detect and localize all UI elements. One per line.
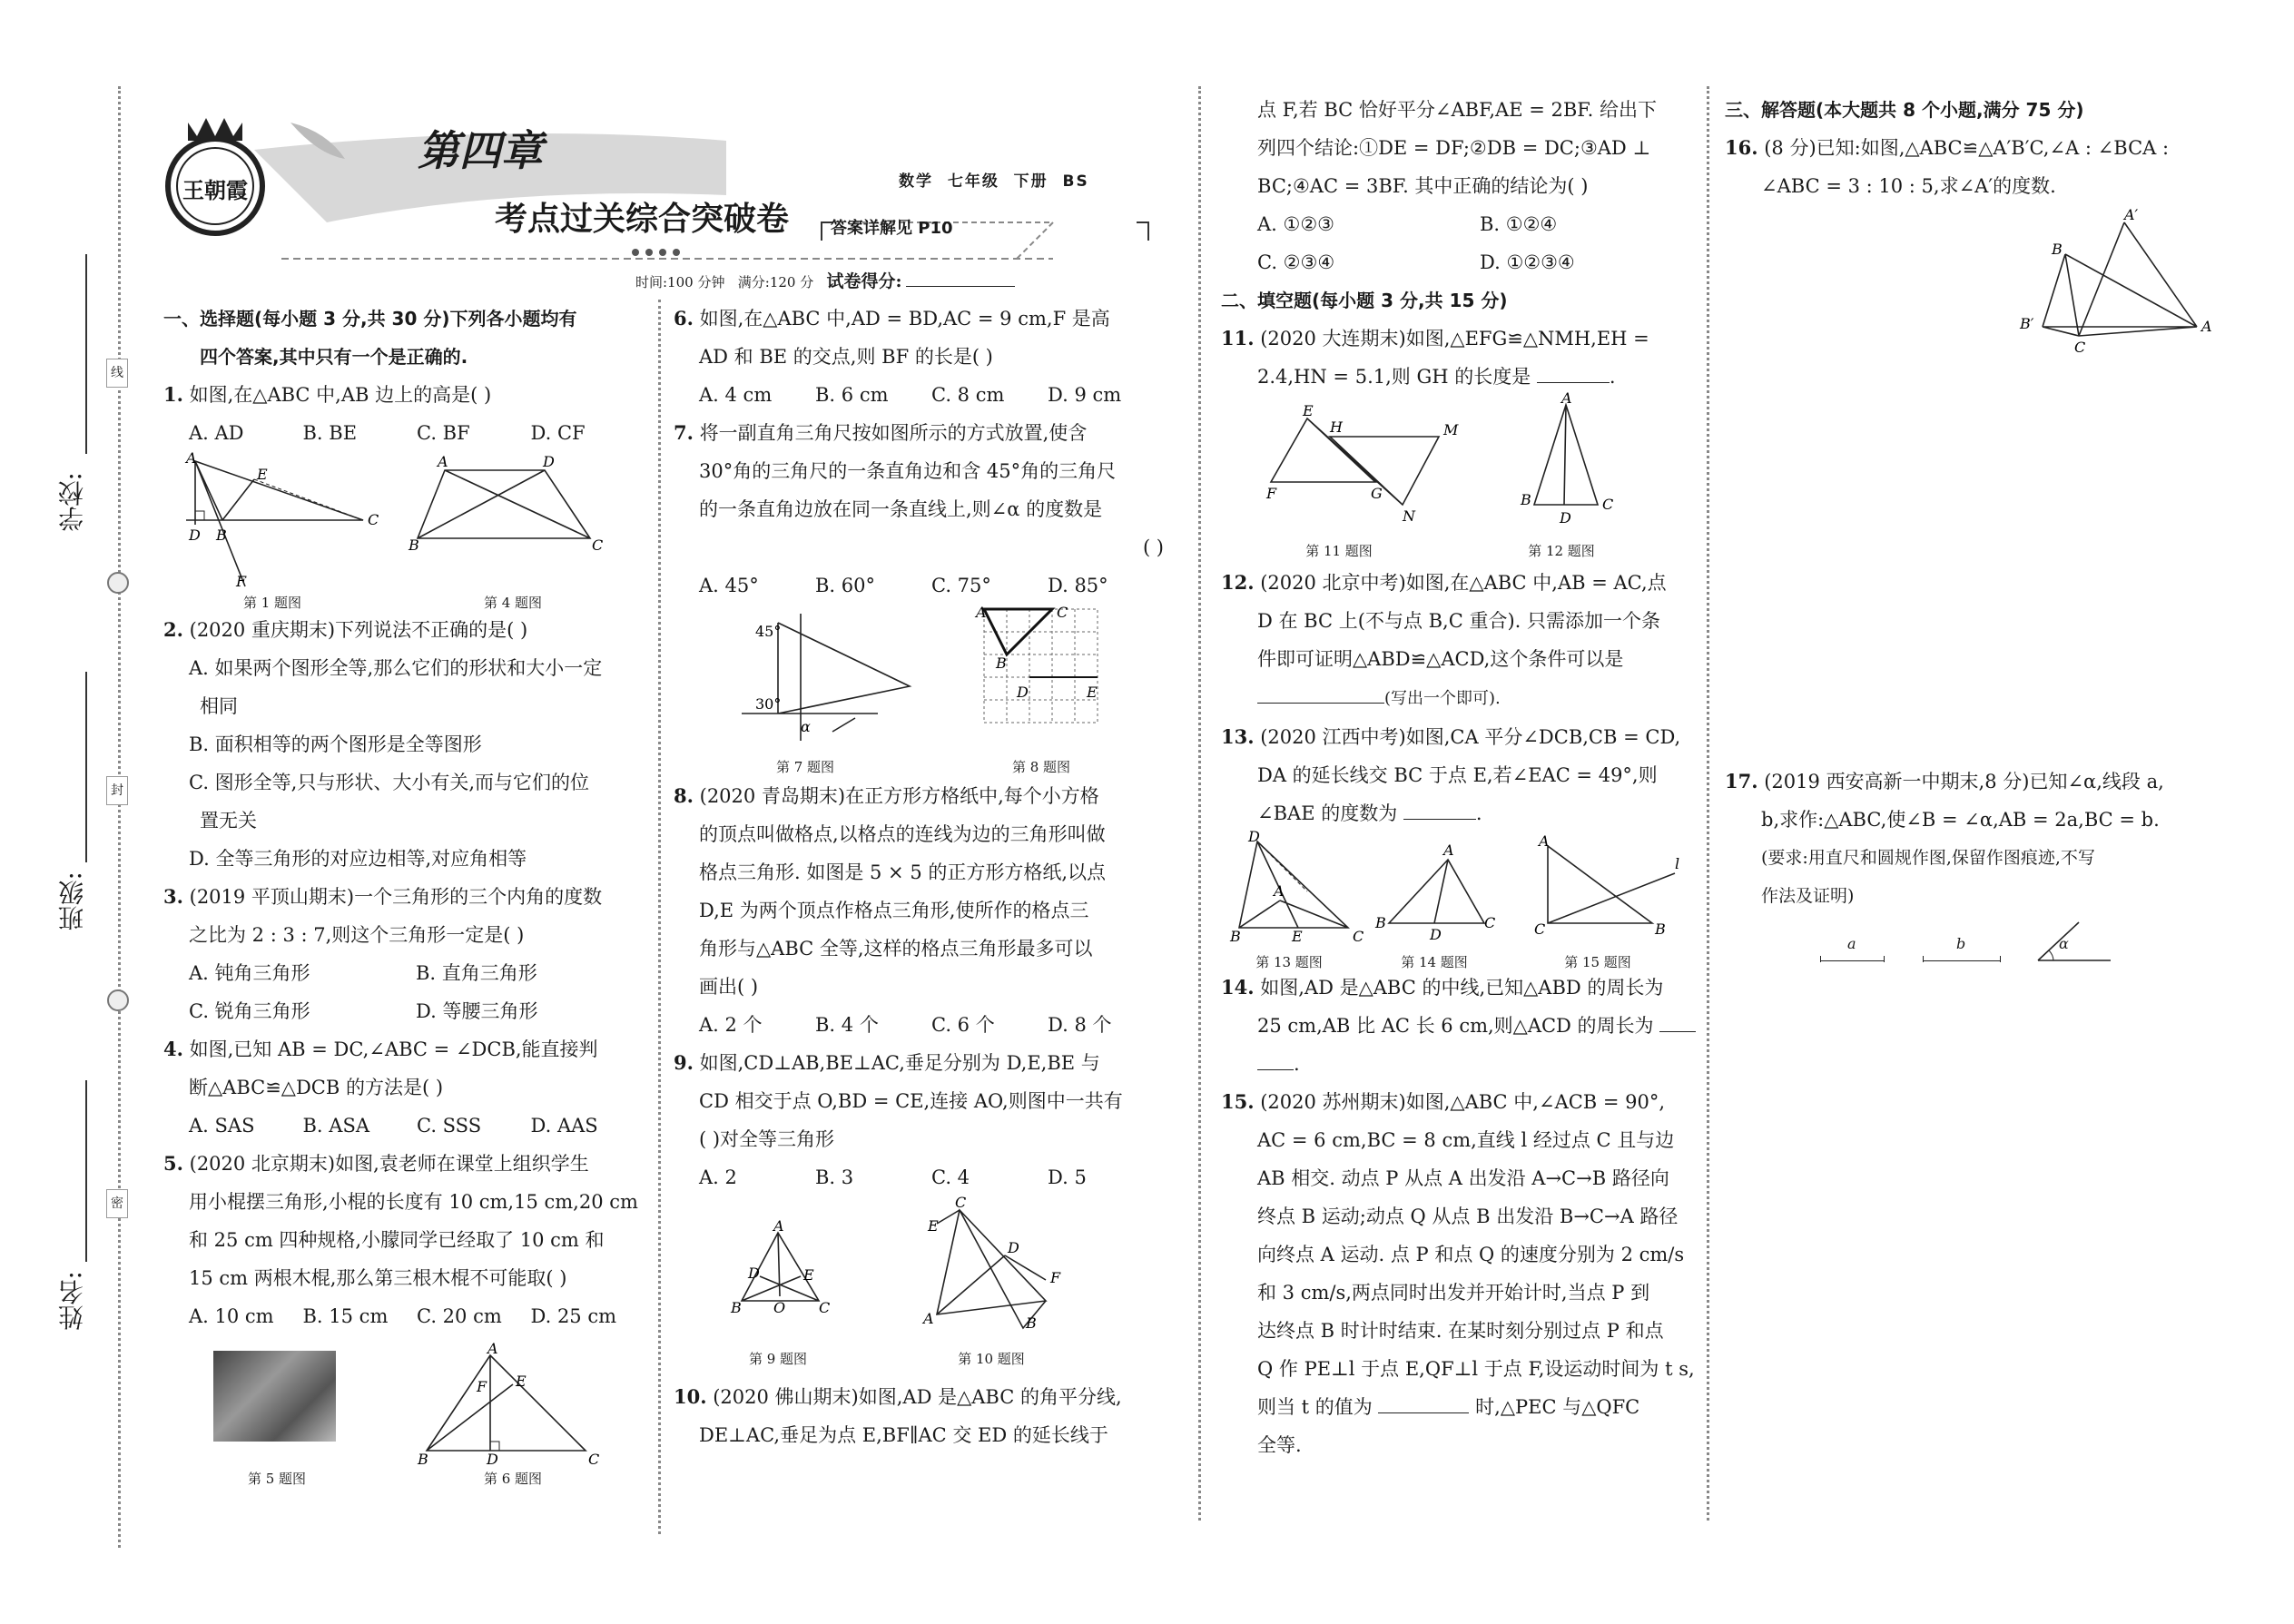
svg-text:D: D bbox=[1248, 828, 1260, 845]
svg-text:A: A bbox=[438, 453, 448, 470]
question-text-cont: DA 的延长线交 BC 于点 E,若∠EAC = 49°,则 bbox=[1257, 764, 1658, 786]
column-1 bbox=[163, 300, 645, 1519]
header-banner bbox=[145, 86, 1189, 295]
option-c[interactable]: C. 锐角三角形 bbox=[189, 1000, 310, 1022]
column-divider bbox=[1198, 86, 1201, 1521]
question-text: (2019 平顶山期末)一个三角形的三个内角的度数 bbox=[189, 886, 603, 908]
segment-a-tick-l bbox=[1820, 956, 1821, 962]
option-a[interactable]: A. 2 个 bbox=[699, 1014, 763, 1036]
exam-info bbox=[635, 268, 1015, 292]
question-text-cont: ∠ABC = 3 : 10 : 5,求∠A′的度数. bbox=[1761, 175, 2056, 197]
svg-text:l: l bbox=[1675, 855, 1680, 872]
question-5-options bbox=[163, 1297, 645, 1335]
option-a[interactable]: A. 如果两个图形全等,那么它们的形状和大小一定 bbox=[189, 657, 603, 679]
svg-text:B: B bbox=[731, 1299, 742, 1316]
question-text-cont: D 在 BC 上(不与点 B,C 重合). 只需添加一个条 bbox=[1257, 610, 1661, 632]
svg-text:B: B bbox=[1655, 920, 1666, 938]
figure-5-photo bbox=[213, 1351, 336, 1442]
question-text-cont: AC = 6 cm,BC = 8 cm,直线 l 经过点 C 且与边 bbox=[1257, 1129, 1675, 1151]
option-c[interactable]: C. 75° bbox=[931, 575, 991, 596]
option-c[interactable]: C. 20 cm bbox=[417, 1305, 502, 1327]
column-2 bbox=[674, 300, 1191, 1454]
question-text: (2020 佛山期末)如图,AD 是△ABC 的角平分线, bbox=[713, 1386, 1122, 1408]
question-text: (2020 大连期末)如图,△EFG≌△NMH,EH = bbox=[1260, 328, 1649, 349]
svg-text:F: F bbox=[477, 1378, 487, 1395]
question-10-options-cd bbox=[1221, 243, 1702, 281]
construction-givens bbox=[1725, 933, 2279, 997]
answer-blank[interactable] bbox=[1257, 1069, 1294, 1070]
question-text-cont: 角形与△ABC 全等,这样的格点三角形最多可以 bbox=[699, 938, 1093, 960]
question-text-cont: ( )对全等三角形 bbox=[699, 1128, 835, 1150]
option-b[interactable]: B. ①②④ bbox=[1480, 213, 1558, 235]
question-text: 如图,在△ABC 中,AD = BD,AC = 9 cm,F 是高 bbox=[699, 308, 1110, 330]
question-number: 6. bbox=[674, 307, 694, 330]
column-3 bbox=[1221, 91, 1702, 1464]
svg-text:A: A bbox=[2201, 318, 2212, 335]
publisher-logo bbox=[156, 109, 274, 236]
full-score: 满分:120 分 bbox=[737, 274, 814, 290]
option-b[interactable]: B. ASA bbox=[302, 1115, 369, 1137]
svg-text:B: B bbox=[1230, 928, 1241, 945]
question-9 bbox=[674, 1044, 1191, 1082]
answer-blank[interactable] bbox=[1659, 1031, 1696, 1032]
class-label: 班级: bbox=[57, 871, 87, 931]
question-3 bbox=[163, 878, 645, 916]
score-blank[interactable] bbox=[906, 286, 1015, 287]
option-c[interactable]: C. 8 cm bbox=[931, 384, 1005, 406]
class-blank bbox=[85, 672, 87, 862]
subject-tags: 数学 七年级 下册 BS bbox=[899, 172, 1089, 191]
svg-text:A: A bbox=[487, 1340, 498, 1357]
question-text: (2020 苏州期末)如图,△ABC 中,∠ACB = 90°, bbox=[1260, 1091, 1666, 1113]
question-text-cont: CD 相交于点 O,BD = CE,连接 AO,则图中一共有 bbox=[699, 1090, 1123, 1112]
question-11 bbox=[1221, 320, 1702, 358]
question-text-cont: 向终点 A 运动. 点 P 和点 Q 的速度分别为 2 cm/s bbox=[1257, 1244, 1685, 1265]
question-4 bbox=[163, 1030, 645, 1068]
option-d[interactable]: D. 85° bbox=[1048, 575, 1108, 596]
header bbox=[145, 86, 1189, 295]
figure-13-caption: 第 13 题图 bbox=[1255, 954, 1323, 970]
section-1-heading-cont: 四个答案,其中只有一个是正确的. bbox=[200, 346, 468, 368]
question-17-block bbox=[1725, 763, 2279, 997]
binding-hole bbox=[107, 989, 129, 1011]
question-10-options-ab bbox=[1221, 205, 1702, 243]
question-text-cont: 断△ABC≌△DCB 的方法是( ) bbox=[189, 1077, 444, 1098]
question-8-options bbox=[674, 1006, 1191, 1044]
question-number: 12. bbox=[1221, 571, 1255, 594]
svg-text:C: C bbox=[592, 536, 604, 554]
question-10-cont: BC;④AC = 3BF. 其中正确的结论为( ) bbox=[1257, 175, 1589, 197]
option-b[interactable]: B. 面积相等的两个图形是全等图形 bbox=[189, 733, 482, 755]
option-c[interactable]: C. 图形全等,只与形状、大小有关,而与它们的位 bbox=[189, 772, 590, 793]
question-number: 15. bbox=[1221, 1090, 1255, 1113]
question-text-cont: 全等. bbox=[1257, 1434, 1302, 1456]
question-text-cont: 的顶点叫做格点,以格点的连线为边的三角形叫做 bbox=[699, 823, 1106, 845]
svg-text:B: B bbox=[1026, 1314, 1037, 1332]
question-10-cont: 点 F,若 BC 恰好平分∠ABF,AE = 2BF. 给出下 bbox=[1257, 99, 1657, 121]
option-b[interactable]: B. 60° bbox=[815, 575, 876, 596]
figure-12-caption: 第 12 题图 bbox=[1528, 543, 1595, 559]
question-17 bbox=[1725, 763, 2279, 801]
svg-text:A′: A′ bbox=[2124, 206, 2139, 223]
figure-11 bbox=[1257, 402, 1466, 532]
question-number: 2. bbox=[163, 618, 183, 641]
column-4 bbox=[1725, 91, 2279, 952]
question-text-cont: (要求:用直尺和圆规作图,保留作图痕迹,不写 bbox=[1761, 848, 2095, 868]
question-text: (8 分)已知:如图,△ABC≌△A′B′C,∠A : ∠BCA : bbox=[1764, 137, 2170, 159]
question-number: 17. bbox=[1725, 770, 1758, 792]
figure-13 bbox=[1230, 828, 1366, 946]
figure-7 bbox=[728, 605, 928, 741]
figures-5-6 bbox=[163, 1340, 645, 1519]
segment-b-tick-r bbox=[2000, 956, 2001, 962]
figure-5-caption: 第 5 题图 bbox=[247, 1471, 307, 1487]
svg-text:C: C bbox=[368, 511, 379, 528]
answer-blank[interactable] bbox=[1378, 1412, 1469, 1413]
question-number: 10. bbox=[674, 1385, 707, 1408]
figure-6-caption: 第 6 题图 bbox=[483, 1471, 543, 1487]
svg-text:H: H bbox=[1330, 418, 1343, 436]
question-number: 1. bbox=[163, 383, 183, 406]
svg-text:F: F bbox=[1266, 485, 1277, 502]
option-c[interactable]: C. BF bbox=[417, 422, 470, 444]
option-a[interactable]: A. 10 cm bbox=[189, 1305, 274, 1327]
figure-10 bbox=[919, 1196, 1073, 1333]
question-text-cont: 的一条直角边放在同一条直线上,则∠α 的度数是 bbox=[699, 498, 1103, 520]
option-d[interactable]: D. 9 cm bbox=[1048, 384, 1122, 406]
question-1-options bbox=[163, 414, 645, 452]
question-10-cont: 列四个结论:①DE = DF;②DB = DC;③AD ⊥ bbox=[1257, 137, 1651, 159]
answer-blank[interactable] bbox=[1403, 819, 1476, 820]
question-text-cont: 15 cm 两根木棍,那么第三根木棍不可能取( ) bbox=[189, 1267, 567, 1289]
figure-7-caption: 第 7 题图 bbox=[775, 759, 835, 775]
svg-text:A: A bbox=[186, 449, 197, 467]
question-3-options-cd bbox=[163, 992, 645, 1030]
svg-text:α: α bbox=[801, 718, 811, 735]
question-number: 9. bbox=[674, 1051, 694, 1074]
figure-4-caption: 第 4 题图 bbox=[483, 595, 543, 611]
chapter-title: 第四章 bbox=[418, 126, 543, 175]
figure-15-caption: 第 15 题图 bbox=[1564, 954, 1631, 970]
option-b[interactable]: B. 直角三角形 bbox=[416, 962, 537, 984]
time-limit: 时间:100 分钟 bbox=[635, 274, 725, 290]
seal-tag-line: 线 bbox=[106, 359, 128, 388]
option-a[interactable]: A. 4 cm bbox=[699, 384, 773, 406]
question-text-cont: AD 和 BE 的交点,则 BF 的长是( ) bbox=[699, 346, 993, 368]
question-text-cont: . bbox=[1221, 1045, 1702, 1083]
svg-text:B: B bbox=[1521, 491, 1531, 508]
option-b[interactable]: B. 15 cm bbox=[302, 1305, 389, 1327]
question-7 bbox=[674, 414, 1191, 452]
question-text-cont: 2.4,HN = 5.1,则 GH 的长度是 . bbox=[1257, 366, 1616, 388]
svg-text:D: D bbox=[487, 1451, 498, 1468]
svg-text:F: F bbox=[1050, 1269, 1061, 1286]
option-a-cont: 相同 bbox=[200, 695, 238, 717]
question-3-options-ab bbox=[163, 954, 645, 992]
question-text-cont: 画出( ) bbox=[699, 976, 759, 998]
svg-text:C: C bbox=[1484, 914, 1496, 931]
figure-14 bbox=[1371, 842, 1498, 946]
question-text-cont bbox=[1221, 1388, 1702, 1426]
svg-text:G: G bbox=[1371, 485, 1383, 502]
svg-text:E: E bbox=[516, 1373, 527, 1390]
svg-text:E: E bbox=[1292, 928, 1303, 945]
question-number: 14. bbox=[1221, 976, 1255, 999]
question-6 bbox=[674, 300, 1191, 338]
option-c-cont: 置无关 bbox=[200, 810, 257, 832]
question-9-options bbox=[674, 1158, 1191, 1196]
figure-1 bbox=[182, 449, 381, 590]
question-text: 如图,在△ABC 中,AB 边上的高是( ) bbox=[189, 384, 492, 406]
svg-text:C: C bbox=[1057, 604, 1068, 621]
question-4-options bbox=[163, 1107, 645, 1145]
option-a[interactable]: A. AD bbox=[189, 422, 244, 444]
svg-text:C: C bbox=[1353, 928, 1364, 945]
question-text-cont-span: 时,△PEC 与△QFC bbox=[1475, 1396, 1640, 1418]
figure-15 bbox=[1521, 832, 1684, 946]
section-1-heading: 一、选择题(每小题 3 分,共 30 分)下列各小题均有 bbox=[163, 308, 577, 330]
option-d[interactable]: D. CF bbox=[530, 422, 586, 444]
question-number: 11. bbox=[1221, 327, 1255, 349]
option-b[interactable]: B. 6 cm bbox=[815, 384, 889, 406]
figure-8 bbox=[973, 605, 1109, 741]
question-text-cont: 格点三角形. 如图是 5 × 5 的正方形方格纸,以点 bbox=[699, 861, 1107, 883]
svg-text:E: E bbox=[928, 1217, 939, 1235]
answer-reference: 答案详解见 P10 bbox=[831, 219, 953, 238]
segment-a-tick-r bbox=[1884, 956, 1885, 962]
svg-text:A: A bbox=[773, 1217, 784, 1235]
name-label: 姓名: bbox=[57, 1271, 87, 1331]
option-a[interactable]: A. SAS bbox=[189, 1115, 255, 1137]
figure-8-caption: 第 8 题图 bbox=[1011, 759, 1071, 775]
question-7-options bbox=[674, 566, 1191, 605]
angle-alpha-figure bbox=[2033, 915, 2115, 969]
question-text-cont-span: (写出一个即可). bbox=[1384, 689, 1501, 708]
question-number: 13. bbox=[1221, 725, 1255, 748]
svg-text:D: D bbox=[748, 1265, 760, 1282]
svg-text:D: D bbox=[1008, 1239, 1019, 1256]
question-text: (2019 西安高新一中期末,8 分)已知∠α,线段 a, bbox=[1764, 771, 2164, 792]
figures-13-15 bbox=[1221, 828, 1702, 970]
svg-text:D: D bbox=[189, 527, 201, 544]
svg-text:N: N bbox=[1403, 507, 1415, 525]
score-label: 试卷得分: bbox=[826, 271, 902, 291]
question-text-cont-span: 2.4,HN = 5.1,则 GH 的长度是 bbox=[1257, 366, 1531, 388]
option-d[interactable]: D. 全等三角形的对应边相等,对应角相等 bbox=[189, 848, 527, 870]
question-text-cont: AB 相交. 动点 P 从点 A 出发沿 A→C→B 路径向 bbox=[1257, 1167, 1669, 1189]
option-a[interactable]: A. 45° bbox=[699, 575, 759, 596]
svg-text:A: A bbox=[1274, 882, 1285, 900]
option-d[interactable]: D. 等腰三角形 bbox=[416, 1000, 538, 1022]
question-text-cont: 之比为 2 : 3 : 7,则这个三角形一定是( ) bbox=[189, 924, 525, 946]
figure-4 bbox=[409, 452, 617, 588]
question-text: 如图,已知 AB = DC,∠ABC = ∠DCB,能直接判 bbox=[189, 1038, 598, 1060]
figure-16 bbox=[2015, 206, 2215, 356]
question-text-cont bbox=[1221, 1007, 1702, 1045]
question-text-cont: 30°角的三角尺的一条直角边和含 45°角的三角尺 bbox=[699, 460, 1117, 482]
column-divider bbox=[658, 300, 661, 1534]
svg-text:A: A bbox=[976, 604, 987, 621]
question-6-options bbox=[674, 376, 1191, 414]
svg-text:F: F bbox=[236, 573, 247, 590]
seal-tag-secret: 密 bbox=[106, 1189, 128, 1218]
option-c[interactable]: C. SSS bbox=[417, 1115, 482, 1137]
question-text-cont: ∠BAE 的度数为 . bbox=[1257, 802, 1482, 824]
svg-text:B: B bbox=[409, 536, 419, 554]
svg-text:C: C bbox=[2074, 339, 2086, 356]
question-text: (2020 北京期末)如图,袁老师在课堂上组织学生 bbox=[189, 1153, 589, 1175]
figures-7-8 bbox=[674, 605, 1191, 777]
option-b[interactable]: B. 3 bbox=[815, 1166, 854, 1188]
question-text-cont: 终点 B 运动;动点 Q 从点 B 出发沿 B→C→A 路径 bbox=[1257, 1206, 1679, 1227]
svg-text:D: D bbox=[543, 453, 555, 470]
question-number: 16. bbox=[1725, 136, 1758, 159]
svg-text:B: B bbox=[2052, 241, 2063, 258]
question-1 bbox=[163, 376, 645, 414]
question-text: (2020 重庆期末)下列说法不正确的是( ) bbox=[189, 619, 528, 641]
school-label: 学校: bbox=[57, 472, 87, 532]
option-d[interactable]: D. 8 个 bbox=[1048, 1014, 1112, 1036]
section-2-heading: 二、填空题(每小题 3 分,共 15 分) bbox=[1221, 290, 1508, 311]
svg-text:A: A bbox=[1443, 842, 1454, 859]
question-16 bbox=[1725, 129, 2279, 167]
svg-text:E: E bbox=[257, 466, 268, 483]
segment-a bbox=[1820, 960, 1884, 961]
option-c[interactable]: C. ②③④ bbox=[1257, 251, 1335, 273]
answer-bracket: ( ) bbox=[1142, 536, 1164, 558]
seal-tag-seal: 封 bbox=[106, 776, 128, 805]
question-text: (2020 江西中考)如图,CA 平分∠DCB,CB = CD, bbox=[1260, 726, 1681, 748]
svg-text:B: B bbox=[418, 1451, 428, 1468]
option-c[interactable]: C. 6 个 bbox=[931, 1014, 995, 1036]
svg-text:A: A bbox=[923, 1310, 934, 1327]
question-number: 3. bbox=[163, 885, 183, 908]
option-b[interactable]: B. 4 个 bbox=[815, 1014, 879, 1036]
svg-text:C: C bbox=[1534, 920, 1546, 938]
question-text: 如图,CD⊥AB,BE⊥AC,垂足分别为 D,E,BE 与 bbox=[699, 1052, 1100, 1074]
segment-a-label: a bbox=[1847, 935, 1856, 952]
column-divider bbox=[1707, 86, 1709, 1521]
question-text-cont: DE⊥AC,垂足为点 E,BF∥AC 交 ED 的延长线于 bbox=[699, 1424, 1108, 1446]
binding-hole bbox=[107, 572, 129, 594]
question-text-cont: 和 25 cm 四种规格,小朦同学已经取了 10 cm 和 bbox=[189, 1229, 605, 1251]
logo-text: 王朝霞 bbox=[182, 177, 248, 203]
svg-text:D: D bbox=[1017, 684, 1029, 701]
svg-text:E: E bbox=[1087, 684, 1098, 701]
option-a[interactable]: A. 钝角三角形 bbox=[189, 962, 310, 984]
question-10 bbox=[674, 1378, 1191, 1416]
svg-text:B: B bbox=[1375, 914, 1386, 931]
question-number: 5. bbox=[163, 1152, 183, 1175]
svg-text:A: A bbox=[1539, 832, 1550, 850]
svg-text:30°: 30° bbox=[755, 695, 782, 713]
question-text-cont: Q 作 PE⊥l 于点 E,QF⊥l 于点 F,设运动时间为 t s, bbox=[1257, 1358, 1695, 1380]
svg-text:C: C bbox=[819, 1299, 831, 1316]
figure-10-caption: 第 10 题图 bbox=[958, 1351, 1025, 1367]
question-text-cont: b,求作:△ABC,使∠B = ∠α,AB = 2a,BC = b. bbox=[1761, 809, 2160, 831]
figure-12 bbox=[1511, 389, 1620, 527]
question-number: 7. bbox=[674, 421, 694, 444]
question-number: 4. bbox=[163, 1038, 183, 1060]
svg-text:O: O bbox=[773, 1299, 786, 1316]
figures-9-10 bbox=[674, 1196, 1191, 1378]
question-15 bbox=[1221, 1083, 1702, 1121]
question-text: (2020 北京中考)如图,在△ABC 中,AB = AC,点 bbox=[1260, 572, 1667, 594]
question-number: 8. bbox=[674, 784, 694, 807]
question-text-cont: 用小棍摆三角形,小棍的长度有 10 cm,15 cm,20 cm bbox=[189, 1191, 638, 1213]
question-text: 将一副直角三角尺按如图所示的方式放置,使含 bbox=[699, 422, 1088, 444]
svg-text:D: D bbox=[1430, 926, 1442, 943]
option-d[interactable]: D. 25 cm bbox=[530, 1305, 617, 1327]
question-text-cont: D,E 为两个顶点作格点三角形,使所作的格点三 bbox=[699, 900, 1089, 921]
question-text-cont-span: ∠BAE 的度数为 bbox=[1257, 802, 1398, 824]
segment-b-label: b bbox=[1956, 935, 1966, 952]
segment-b-tick-l bbox=[1923, 956, 1924, 962]
svg-text:D: D bbox=[1560, 509, 1571, 527]
paper-title: 考点过关综合突破卷 bbox=[495, 200, 790, 238]
figure-9-caption: 第 9 题图 bbox=[748, 1351, 808, 1367]
question-5 bbox=[163, 1145, 645, 1183]
question-text-cont bbox=[1221, 678, 1702, 718]
option-c[interactable]: C. 4 bbox=[931, 1166, 970, 1188]
figures-1-4 bbox=[163, 449, 645, 611]
option-a[interactable]: A. 2 bbox=[699, 1166, 737, 1188]
figure-1-caption: 第 1 题图 bbox=[242, 595, 302, 611]
school-blank bbox=[85, 254, 87, 454]
svg-text:M: M bbox=[1443, 421, 1459, 438]
option-d[interactable]: D. ①②③④ bbox=[1480, 251, 1575, 273]
question-text-cont: 作法及证明) bbox=[1761, 886, 1855, 906]
figures-11-12 bbox=[1221, 389, 1702, 564]
svg-text:45°: 45° bbox=[755, 623, 782, 640]
svg-text:C: C bbox=[1602, 496, 1614, 513]
section-3-heading: 三、解答题(本大题共 8 个小题,满分 75 分) bbox=[1725, 99, 2084, 121]
question-text: 如图,AD 是△ABC 的中线,已知△ABD 的周长为 bbox=[1260, 977, 1664, 999]
svg-text:C: C bbox=[955, 1194, 967, 1211]
option-d[interactable]: D. 5 bbox=[1048, 1166, 1087, 1188]
question-13 bbox=[1221, 718, 1702, 756]
svg-text:E: E bbox=[1303, 402, 1314, 419]
svg-text:B′: B′ bbox=[2020, 315, 2034, 332]
svg-text:C: C bbox=[588, 1451, 600, 1468]
figure-9 bbox=[728, 1217, 837, 1324]
answer-blank[interactable] bbox=[1537, 382, 1610, 383]
svg-text:E: E bbox=[803, 1266, 814, 1284]
angle-alpha-label: α bbox=[2059, 935, 2069, 952]
svg-text:B: B bbox=[996, 655, 1007, 672]
answer-blank[interactable] bbox=[1257, 703, 1384, 704]
question-text-cont-span: 25 cm,AB 比 AC 长 6 cm,则△ACD 的周长为 bbox=[1257, 1015, 1654, 1037]
option-a[interactable]: A. ①②③ bbox=[1257, 213, 1334, 235]
question-text-cont-span: 则当 t 的值为 bbox=[1257, 1396, 1373, 1418]
figure-6 bbox=[418, 1340, 608, 1473]
question-text-cont: 件即可证明△ABD≌△ACD,这个条件可以是 bbox=[1257, 648, 1624, 670]
figure-14-caption: 第 14 题图 bbox=[1401, 954, 1468, 970]
svg-text:B: B bbox=[216, 527, 227, 544]
question-text-cont: 和 3 cm/s,两点同时出发并开始计时,当点 P 到 bbox=[1257, 1282, 1650, 1304]
option-b[interactable]: B. BE bbox=[302, 422, 358, 444]
question-text-cont: 达终点 B 时计时结束. 在某时刻分别过点 P 和点 bbox=[1257, 1320, 1664, 1342]
svg-text:A: A bbox=[1561, 389, 1572, 407]
segment-b bbox=[1923, 960, 2000, 961]
binding-dotted-line bbox=[118, 86, 121, 1548]
figure-11-caption: 第 11 题图 bbox=[1305, 543, 1373, 559]
question-text: (2020 青岛期末)在正方形方格纸中,每个小方格 bbox=[699, 785, 1099, 807]
option-d[interactable]: D. AAS bbox=[530, 1115, 598, 1137]
name-blank bbox=[85, 1080, 87, 1262]
